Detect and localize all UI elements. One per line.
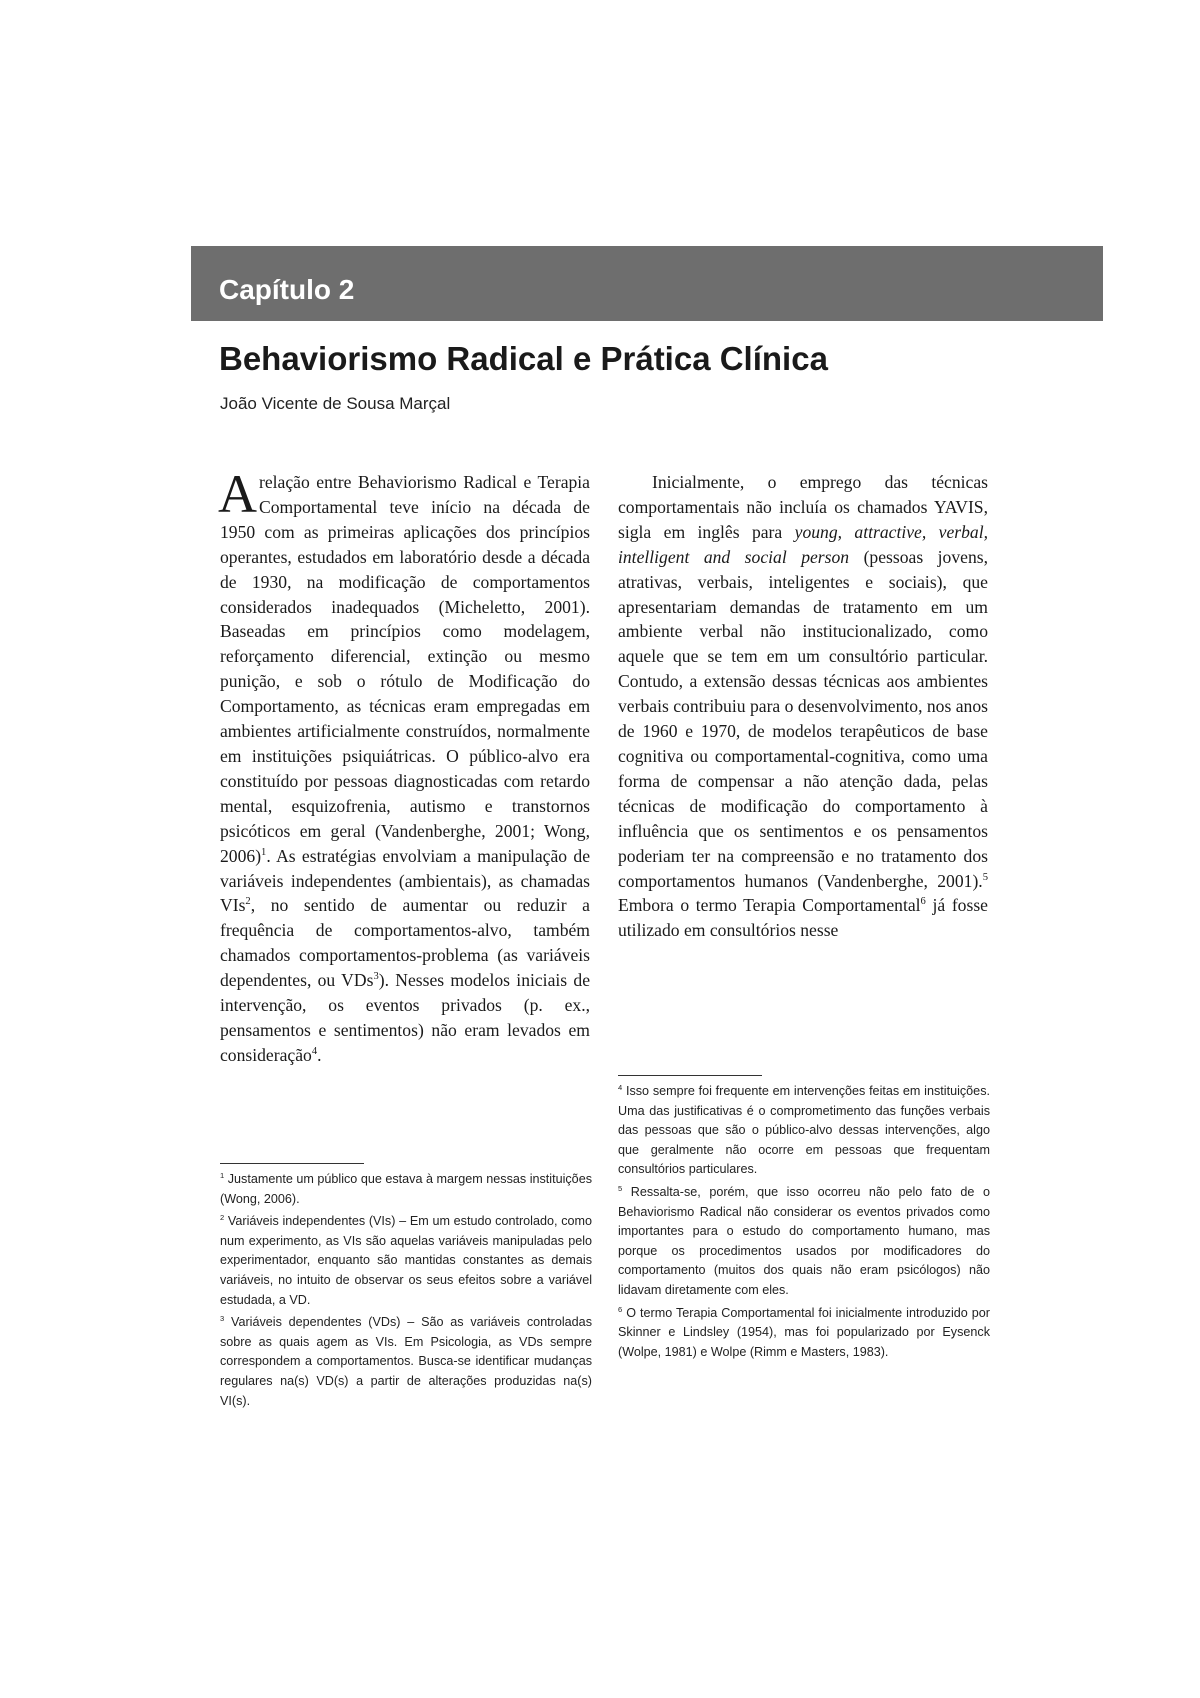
footnote-text: O termo Terapia Comportamental foi inicialmente introduzido por Skinner e Lindsley (1954), mas foi popularizado por Eysenck (Wolpe, 1981) e Wolpe (Rimm e Masters, 1983). — [618, 1305, 990, 1359]
paragraph-2 — [618, 470, 988, 943]
footnote-ref-6: 6 — [920, 896, 926, 908]
chapter-label: Capítulo 2 — [219, 274, 355, 305]
footnote-text: Isso sempre foi frequente em intervenções feitas em instituições. Uma das justificativas é o comprometimento das funções verbais das pessoas que são o público-alvo dessas intervenções, algo que geralmente não ocorre em pessoas que frequentam consultórios particulares. — [618, 1084, 990, 1177]
paragraph-1 — [218, 464, 590, 1068]
footnote-1 — [220, 1170, 592, 1209]
paragraph-2-part-c: Embora o termo Terapia Comportamental — [618, 895, 921, 916]
footnote-text: Variáveis independentes (VIs) – Em um estudo controlado, como num experimento, as VIs são aquelas variáveis manipuladas pelo experimentador, enquanto são mantidas constantes as demais variáveis, no intuito de observar os seus efeitos sobre a variável estudada, a VD. — [220, 1214, 592, 1307]
footnote-divider — [220, 1163, 364, 1164]
paragraph-1-part-c: , no sentido de aumentar ou reduzir a frequência de comportamentos-alvo, também chamados comportamentos-problema (as variáveis dependentes, ou VDs — [220, 895, 590, 991]
footnote-4 — [618, 1082, 990, 1180]
paragraph-1-part-e: . — [317, 1044, 322, 1065]
footnote-number: 2 — [220, 1213, 225, 1222]
footnote-2 — [220, 1212, 592, 1310]
footnote-ref-2: 2 — [245, 896, 251, 908]
footnote-ref-5: 5 — [982, 871, 988, 883]
footnote-number: 5 — [618, 1183, 623, 1193]
footnote-number: 4 — [618, 1082, 623, 1092]
footnote-5 — [618, 1183, 990, 1301]
footnote-number: 1 — [220, 1170, 225, 1180]
paragraph-1-part-d: ). Nesses modelos iniciais de intervenção, os eventos privados (p. ex., pensamentos e sentimentos) não eram levados em consideração — [220, 970, 590, 1065]
paragraph-2-italic: young, attractive, verbal, intelligent and social person — [618, 521, 989, 567]
paragraph-1-part-b: . As estratégias envolviam a manipulação de variáveis independentes (ambientais), as chamadas VIs — [220, 845, 590, 916]
author-name: João Vicente de Sousa Marçal — [220, 394, 451, 413]
footnote-text: Variáveis dependentes (VDs) – São as variáveis controladas sobre as quais agem as VIs. Em Psicologia, as VDs sempre correspondem a comportamentos. Busca-se identificar mudanças regulares na(s) VD(s) a partir de alterações produzidas na(s) VI(s). — [220, 1315, 592, 1408]
drop-cap: A — [218, 464, 257, 524]
footnotes-right — [618, 1075, 990, 1365]
body-column-right — [618, 470, 988, 943]
footnote-ref-1: 1 — [261, 846, 267, 858]
body-column-left — [218, 464, 590, 1068]
footnote-ref-3: 3 — [373, 971, 379, 983]
chapter-header-bar — [191, 246, 1103, 321]
chapter-title: Behaviorismo Radical e Prática Clínica — [219, 340, 828, 377]
footnote-divider — [618, 1075, 762, 1076]
footnote-3 — [220, 1313, 592, 1411]
footnote-number: 3 — [220, 1313, 225, 1323]
footnote-number: 6 — [618, 1304, 623, 1314]
footnote-ref-4: 4 — [311, 1045, 318, 1057]
footnotes-left — [220, 1163, 592, 1414]
footnote-text: Ressalta-se, porém, que isso ocorreu não pelo fato de o Behaviorismo Radical não considerar os eventos privados como importantes para o estudo do comportamento humano, mas porque os procedimentos usados por modificadores do comportamento (muitos dos quais não eram psicólogos) não lidavam diretamente com eles. — [618, 1184, 990, 1297]
paragraph-2-part-a: Inicialmente, o emprego das técnicas comportamentais não incluía os chamados YAVIS, sigla em inglês para — [618, 472, 988, 542]
footnote-6 — [618, 1304, 990, 1363]
footnote-text: Justamente um público que estava à margem nessas instituições (Wong, 2006). — [220, 1172, 592, 1206]
paragraph-2-part-d: já fosse utilizado em consultórios nesse — [618, 895, 988, 941]
paragraph-2-part-b: (pessoas jovens, atrativas, verbais, inteligentes e sociais), que apresentariam demandas de tratamento em um ambiente verbal não institucionalizado, como aquele que se tem em um consultório particular. Contudo, a extensão dessas técnicas aos ambientes verbais contribuiu para o desenvolvimento, nos anos de 1960 e 1970, de modelos terapêuticos de base cognitiva ou comportamental-cognitiva, como uma forma de compensar a não atenção dada, pelas técnicas de modificação do comportamento à influência que os sentimentos e os pensamentos poderiam ter na compreensão e no tratamento dos comportamentos humanos (Vandenberghe, 2001). — [618, 546, 988, 891]
paragraph-1-part-a: relação entre Behaviorismo Radical e Terapia Comportamental teve início na década de 1950 com as primeiras aplicações dos princípios operantes, estudados em laboratório desde a década de 1930, na modificação de comportamentos considerados inadequados (Micheletto, 2001). Baseadas em princípios como modelagem, reforçamento diferencial, extinção ou mesmo punição, e sob o rótulo de Modificação do Comportamento, as técnicas eram empregadas em ambientes artificialmente construídos, normalmente em instituições psiquiátricas. O público-alvo era constituído por pessoas diagnosticadas com retardo mental, esquizofrenia, autismo e transtornos psicóticos em geral (Vandenberghe, 2001; Wong, 2006) — [220, 472, 590, 866]
